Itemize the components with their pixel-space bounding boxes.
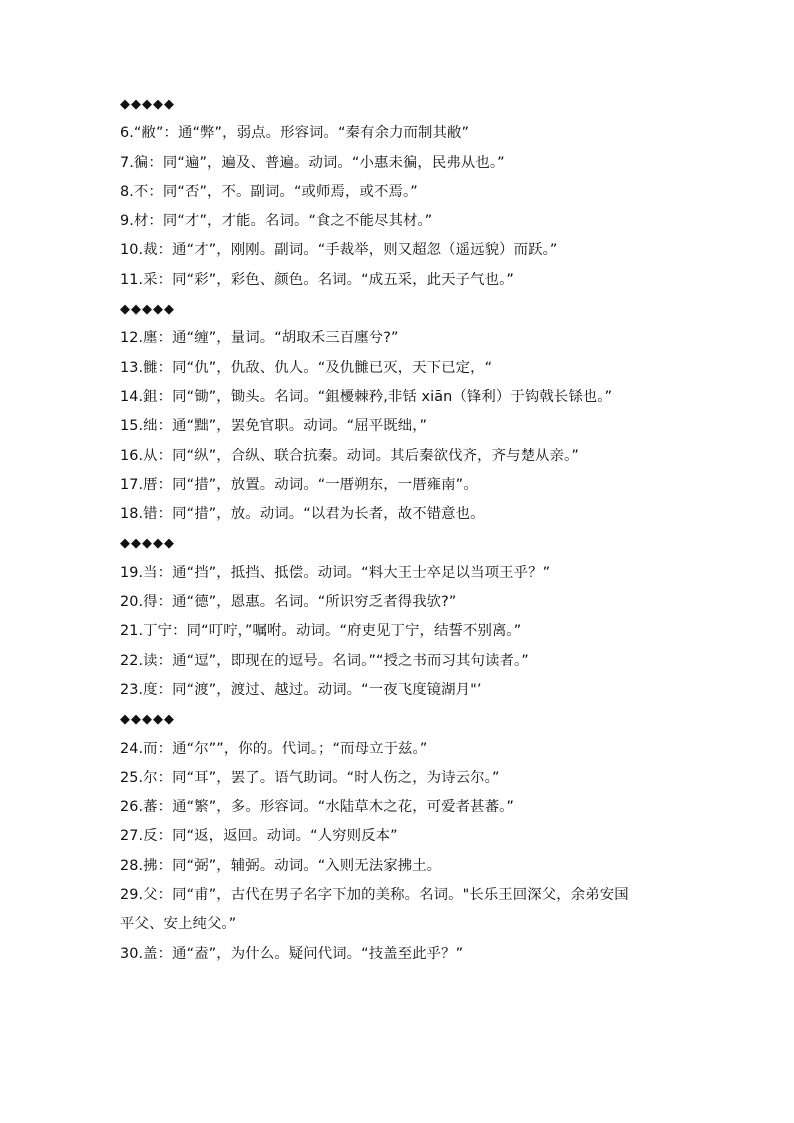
entry-line: 10.裁：通“才”，刚刚。副词。“手裁举，则又超忽（遥远貌）而跃。”: [120, 242, 558, 259]
entry-line: 11.采：同“彩”，彩色、颜色。名词。“成五采，此天子气也。”: [120, 271, 514, 288]
entry-line: 12.廛：通“缠”，量词。“胡取禾三百廛兮?”: [120, 330, 399, 347]
entry-line: 6.“敝”：通“弊”，弱点。形容词。“秦有余力而制其敝”: [120, 125, 470, 142]
entry-line: 16.从：同“纵”，合纵、联合抗秦。动词。其后秦欲伐齐，齐与楚从亲。”: [120, 447, 579, 464]
entry-line: 9.材：同“才”，才能。名词。“食之不能尽其材。”: [120, 213, 433, 230]
entry-line: 20.得：通“德”，恩惠。名词。“所识穷乏者得我欤?”: [120, 594, 457, 611]
entry-line: 8.不：同“否”，不。副词。“或师焉，或不焉。”: [120, 183, 418, 200]
entry-line: 30.盖：通“盍”，为什么。疑问代词。“技盖至此乎？”: [120, 945, 464, 962]
entry-line: 19.当：通“挡”，抵挡、抵偿。动词。“料大王士卒足以当项王乎？”: [120, 564, 551, 581]
section-divider: ◆◆◆◆◆: [120, 536, 175, 552]
section-divider: ◆◆◆◆◆: [120, 712, 175, 728]
document-body: [120, 90, 680, 969]
entry-line: 22.读：通“逗”，即现在的逗号。名词。”“授之书而习其句读者。”: [120, 652, 529, 669]
section-divider: ◆◆◆◆◆: [120, 97, 175, 112]
entry-line: 27.反：同“返，返回。动词。“人穷则反本”: [120, 828, 398, 845]
entry-line: 18.错：同“措”，放。动词。“以君为长者，故不错意也。: [120, 506, 485, 523]
entry-line-continuation: 平父、安上纯父。”: [120, 916, 237, 933]
entry-line: 28.拂：同“弼”，辅弼。动词。“入则无法家拂土。: [120, 857, 442, 874]
entry-line: 23.度：同“渡”，渡过、越过。动词。“一夜飞度镜湖月"’: [120, 681, 482, 698]
entry-line: 15.绌：通“黜”，罢免官职。动词。“屈平既绌，”: [120, 418, 428, 435]
entry-line: 7.徧：同“遍”，遍及、普遍。动词。“小惠未徧，民弗从也。”: [120, 154, 505, 171]
entry-line: 29.父：同“甫”，古代在男子名字下加的美称。名词。"长乐王回深父，余弟安国: [120, 887, 629, 904]
entry-line: 26.蕃：通“繁”，多。形容词。“水陆草木之花，可爱者甚蕃。”: [120, 799, 514, 816]
entry-line: 14.鉏：同“锄”，锄头。名词。“鉏櫌棘矜,非铦 xiān（锋利）于钩戟长铩也。”: [120, 388, 613, 405]
entry-line: 13.雠：同“仇”，仇敌、仇人。“及仇雠已灭，天下已定，“: [120, 359, 493, 376]
entry-line: 25.尔：同“耳”，罢了。语气助词。“时人伤之，为诗云尔。”: [120, 769, 500, 786]
entry-line: 24.而：通“尔””，你的。代词。；“而母立于兹。”: [120, 740, 428, 757]
entry-line: 21.丁宁：同“叮咛，”嘱咐。动词。“府吏见丁宁，结誓不别离。”: [120, 623, 522, 640]
entry-line: 17.厝：同“措”，放置。动词。“一厝朔东，一厝雍南”。: [120, 476, 478, 493]
section-divider: ◆◆◆◆◆: [120, 302, 175, 318]
